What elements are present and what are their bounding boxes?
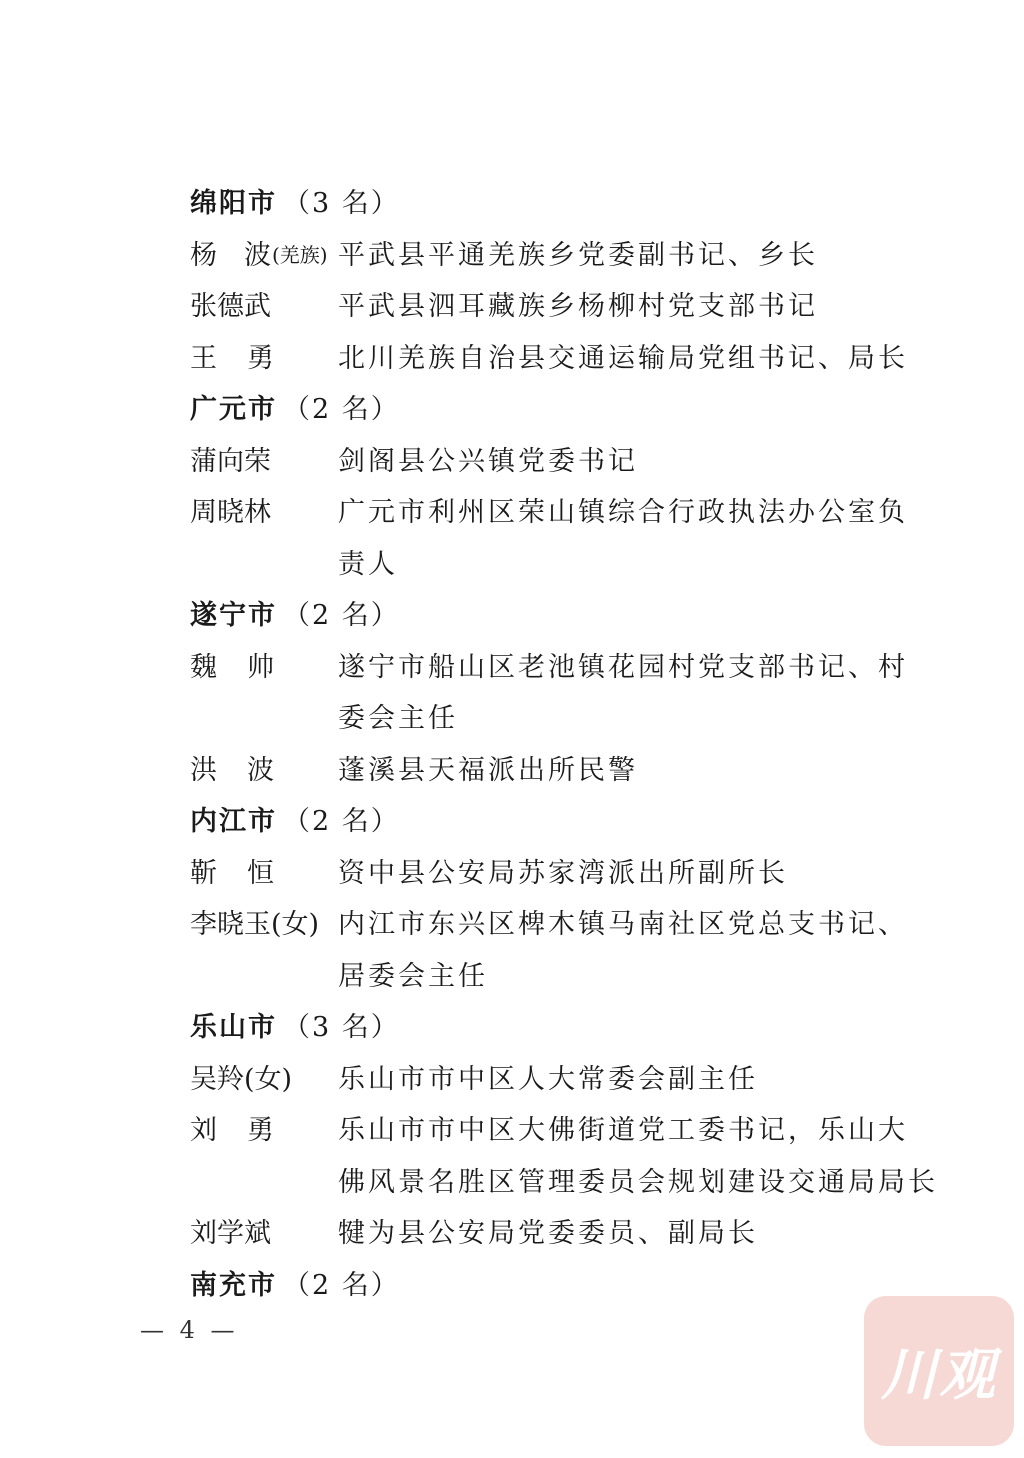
- section-heading: [190, 384, 910, 436]
- person-name: [190, 1208, 338, 1260]
- quota-count: （2 名）: [283, 394, 400, 425]
- quota-count: （3 名）: [283, 188, 400, 219]
- person-name: [190, 1105, 274, 1157]
- person-title: 平武县平通羌族乡党委副书记、乡长: [338, 239, 818, 271]
- person-entry: [190, 899, 910, 951]
- person-title: 乐山市市中区大佛街道党工委书记，乐山大: [338, 1115, 908, 1146]
- name-part: 恒: [247, 857, 274, 889]
- person-entry: [190, 487, 910, 539]
- section-heading: [190, 1002, 910, 1054]
- person-name: [190, 1054, 293, 1106]
- person-entry: [190, 230, 910, 282]
- person-entry: [190, 1054, 910, 1106]
- name-part: 波: [247, 754, 274, 786]
- person-name: [190, 848, 274, 900]
- name-part: 刘学斌: [190, 1218, 271, 1249]
- person-title: 剑阁县公兴镇党委书记: [338, 445, 638, 477]
- person-title: 广元市利州区荣山镇综合行政执法办公室负: [338, 497, 908, 528]
- person-entry: [190, 848, 910, 900]
- person-title: 遂宁市船山区老池镇花园村党支部书记、村: [338, 651, 908, 683]
- page-number: — 4 —: [140, 1316, 239, 1344]
- name-part: 勇: [247, 1115, 274, 1146]
- person-name: [190, 333, 274, 385]
- section-heading: [190, 1260, 910, 1312]
- name-part: 羚(女): [217, 1063, 293, 1095]
- person-name: [190, 487, 338, 539]
- person-title: 蓬溪县天福派出所民警: [338, 754, 638, 786]
- name-part: 魏: [190, 651, 217, 683]
- name-part: 蒲向荣: [190, 445, 271, 477]
- person-entry: [190, 333, 910, 385]
- city-name: 遂宁市: [190, 600, 277, 631]
- section-heading: [190, 590, 910, 642]
- person-entry: [190, 642, 910, 694]
- quota-count: （2 名）: [283, 806, 400, 837]
- person-name: [190, 745, 274, 797]
- chuanguan-watermark-logo: [864, 1296, 1014, 1446]
- ethnicity-tag: (羌族): [272, 242, 328, 267]
- person-entry: [190, 436, 910, 488]
- person-title: 乐山市市中区人大常委会副主任: [338, 1063, 758, 1095]
- name-part: 杨: [190, 239, 218, 271]
- person-title: 内江市东兴区椑木镇马南社区党总支书记、: [338, 909, 908, 940]
- person-title-continuation: 佛风景名胜区管理委员会规划建设交通局局长: [338, 1166, 938, 1198]
- person-entry: [190, 1105, 910, 1157]
- person-title: 平武县泗耳藏族乡杨柳村党支部书记: [338, 291, 818, 322]
- person-title-continuation: 委会主任: [338, 703, 458, 734]
- name-part: 张德武: [190, 291, 271, 322]
- name-part: 靳: [190, 857, 217, 889]
- quota-count: （2 名）: [283, 1269, 400, 1301]
- city-name: 广元市: [190, 394, 277, 425]
- person-entry: [190, 1208, 910, 1260]
- name-part: 王: [190, 342, 217, 374]
- city-name: 乐山市: [190, 1012, 277, 1043]
- person-entry: [190, 281, 910, 333]
- name-part: 波: [244, 239, 272, 271]
- person-name: [190, 230, 338, 282]
- city-name: 内江市: [190, 806, 277, 837]
- section-heading: [190, 796, 910, 848]
- document-body: [190, 178, 938, 1311]
- name-part: 洪: [190, 754, 217, 786]
- city-name: 南充市: [190, 1269, 277, 1301]
- person-name: [190, 436, 338, 488]
- person-title-continuation: 责人: [338, 548, 398, 580]
- quota-count: （3 名）: [283, 1012, 400, 1043]
- watermark-text: 川观: [881, 1343, 997, 1408]
- name-part: 刘: [190, 1115, 217, 1146]
- name-part: 周晓林: [190, 497, 271, 528]
- name-part: 帅: [247, 651, 274, 683]
- person-name: [190, 899, 338, 951]
- section-heading: [190, 178, 910, 230]
- person-title: 北川羌族自治县交通运输局党组书记、局长: [338, 342, 908, 374]
- person-name: [190, 642, 274, 694]
- city-name: 绵阳市: [190, 188, 277, 219]
- person-title: 资中县公安局苏家湾派出所副所长: [338, 857, 788, 889]
- name-part: 勇: [247, 342, 274, 374]
- person-name: [190, 281, 338, 333]
- person-title: 犍为县公安局党委委员、副局长: [338, 1218, 758, 1249]
- person-entry: [190, 745, 910, 797]
- name-part: 吴: [190, 1063, 217, 1095]
- name-part: 李晓玉(女): [190, 909, 320, 940]
- quota-count: （2 名）: [283, 600, 400, 631]
- person-title-continuation: 居委会主任: [338, 960, 488, 992]
